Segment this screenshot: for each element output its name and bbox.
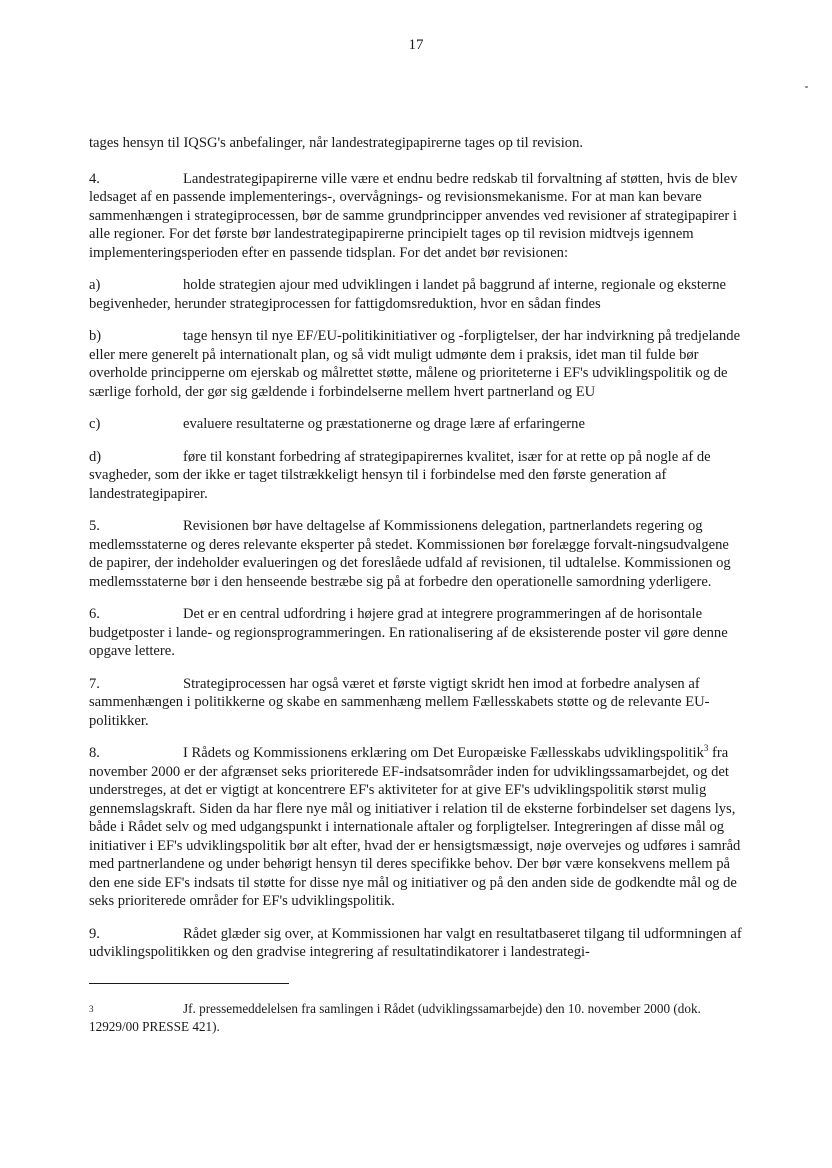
list-marker: c) [89, 416, 101, 432]
footnote [89, 1000, 739, 1036]
paragraph-text: Revisionen bør have deltagelse af Kommissionens delegation, partnerlandets regering og medlemsstaterne og deres relevante eksperter på stedet. Kommissionen bør forelægge forvalt-ningsudvalgene de papirer, der indeholder evalueringen og det foreslåede udfald af revisionen, til udtalelse. Kommissionen og medlemsstaterne bør i den henseende bestræbe sig på at forbedre den operationelle samordning yderligere. [89, 518, 731, 590]
footnote-text: Jf. pressemeddelelsen fra samlingen i Rådet (udviklingssamarbejde) den 10. november 2000 (dok. 12929/00 PRESSE 421). [89, 1001, 701, 1034]
paragraph-number: 5. [89, 518, 100, 534]
list-item-text: tage hensyn til nye EF/EU-politikinitiativer og -forpligtelser, der har indvirkning på tredjelande eller mere generelt på internationalt plan, og så vidt muligt udmønte dem i praksis, idet man til fulde bør overholde principperne om ejerskab og målrettet støtte, målene og prioriteterne i EF's udviklingspolitik og de særlige forhold, der gør sig gældende i forbindelserne mellem hvert partnerland og EU [89, 328, 741, 400]
list-item-b [89, 327, 744, 401]
list-item-a [89, 276, 744, 313]
scan-speck [805, 86, 808, 88]
page-number: 17 [408, 37, 424, 53]
paragraph-number: 9. [89, 925, 100, 942]
paragraph-text: Landestrategipapirerne ville være et endnu bedre redskab til forvaltning af støtten, hvis de blev ledsaget af en passende implementerings-, overvågnings- og revisionsmekanisme. For at man kan bevare sammenhængen i strategiprocessen, bør de samme grundprincipper anvendes ved revisioner af strategipapirer i alle regioner. For det første bør landestrategipapirerne principielt tages op til revision midtvejs igennem implementeringsperioden efter en passende tidsplan. For det andet bør revisionen: [89, 170, 738, 261]
paragraph-7 [89, 675, 744, 731]
paragraph-8 [89, 744, 744, 911]
list-marker: a) [89, 277, 101, 293]
footnote-reference[interactable]: 3 [703, 743, 709, 754]
list-item-c [89, 415, 744, 434]
list-item-text: holde strategien ajour med udviklingen i landet på baggrund af interne, regionale og eksterne begivenheder, herunder strategiprocessen for fattigdomsreduktion, hvor en sådan findes [89, 277, 727, 312]
paragraph-number: 8. [89, 745, 100, 761]
paragraph-4 [89, 170, 744, 263]
document-body [89, 134, 744, 976]
paragraph-text: tages hensyn til IQSG's anbefalinger, når landestrategipapirerne tages op til revision. [89, 135, 584, 151]
paragraph-text: Strategiprocessen har også været et første vigtigt skridt hen imod at forbedre analysen af sammenhængen i politikkerne og skabe en sammenhæng mellem Fællesskabets støtte og de relevante EU-politikker. [89, 675, 710, 729]
footnote-divider [89, 983, 289, 984]
list-marker: d) [89, 448, 102, 465]
paragraph-6 [89, 605, 744, 661]
paragraph-number: 7. [89, 675, 100, 692]
paragraph-continuation [89, 134, 744, 153]
list-item-text: evaluere resultaterne og præstationerne og drage lære af erfaringerne [183, 416, 585, 432]
paragraph-text: Rådet glæder sig over, at Kommissionen har valgt en resultatbaseret tilgang til udformningen af udviklingspolitikken og den gradvise integrering af resultatindikatorer i landestrategi- [89, 925, 742, 960]
list-item-d [89, 448, 744, 504]
paragraph-text: Det er en central udfordring i højere grad at integrere programmeringen af de horisontale budgetposter i lande- og regionsprogrammeringen. En rationalisering af de eksisterende poster vil gøre denne opgave lettere. [89, 606, 728, 659]
list-marker: b) [89, 328, 102, 344]
list-item-text: føre til konstant forbedring af strategipapirernes kvalitet, især for at rette op på nogle af de svagheder, som der ikke er taget tilstrækkeligt hensyn til i forbindelse med den første generation af landestrategipapirer. [89, 448, 711, 502]
paragraph-number: 4. [89, 170, 100, 187]
paragraph-number: 6. [89, 606, 100, 622]
paragraph-5 [89, 517, 744, 591]
footnote-number: 3 [89, 1004, 94, 1014]
paragraph-9 [89, 925, 744, 962]
paragraph-text-continued: fra november 2000 er der afgrænset seks prioriterede EF-indsatsområder inden for udviklingssamarbejdet, og det understreges, at det er vigtigt at koncentrere EF's aktiviteter for at give EF's udviklingspolitik størst mulig gennemslagskraft. Siden da har flere nye mål og initiativer i relation til de eksterne forbindelser set dagens lys, både i Rådet selv og med udgangspunkt i internationale aftaler og forpligtelser. Integreringen af disse mål og initiativer i EF's udviklingspolitik bør alt efter, hvad der er hensigtsmæssigt, nøje overvejes og udføres i samråd med partnerlandene og under behørigt hensyn til deres specifikke behov. Der bør være konsekvens mellem på den ene side EF's indsats til støtte for disse nye mål og initiativer og på den anden side de godkendte mål og de seks prioriterede områder for EF's udviklingspolitik. [89, 745, 741, 909]
paragraph-text: I Rådets og Kommissionens erklæring om Det Europæiske Fællesskabs udviklingspolitik [183, 745, 704, 761]
